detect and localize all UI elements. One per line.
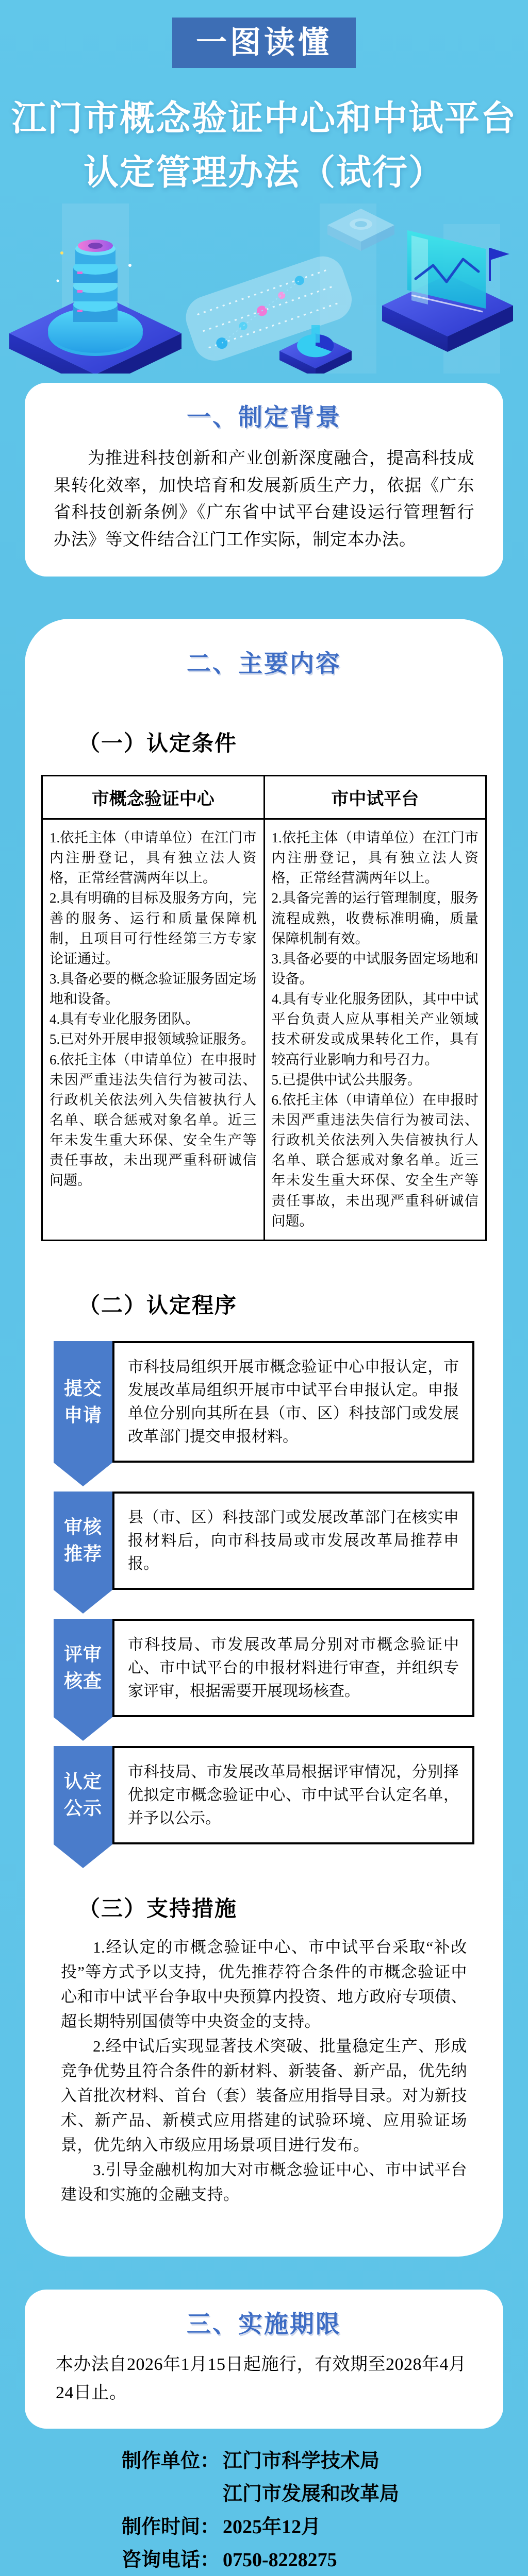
support-heading: （三）支持措施: [78, 1896, 238, 1921]
period-paragraph: 本办法自2026年1月15日起施行，有效期至2028年4月24日止。: [56, 2355, 467, 2402]
tower-icon: [9, 240, 182, 374]
condition-item: 4.具有专业化服务团队。: [50, 1011, 200, 1027]
conditions-heading: （一）认定条件: [78, 731, 238, 755]
procedure-heading: （二）认定程序: [78, 1293, 238, 1317]
condition-item: 1.依托主体（申请单位）在江门市内注册登记，具有独立法人资格，正常经营满两年以上。: [271, 829, 478, 886]
conditions-table-header-row: [42, 775, 486, 819]
condition-item: 5.已对外开展申报领域验证服务。: [50, 1031, 255, 1047]
step-row-review-recommend: [54, 1492, 474, 1590]
step-body: [112, 1746, 474, 1844]
step-body: [112, 1619, 474, 1717]
step-label: 提交申请: [54, 1341, 112, 1463]
background-paragraph: 为推进科技创新和产业创新深度融合，提高科技成果转化效率，加快培育和发展新质生产力，依据《广东省科技创新条例》《广东省中试平台建设运行管理暂行办法》等文件结合江门工作实际，制定本办法。: [54, 449, 474, 550]
footer-line-date: [122, 2517, 528, 2537]
page-title: [0, 92, 528, 200]
procedure-steps: [54, 1341, 474, 1844]
condition-item: 5.已提供中试公共服务。: [271, 1072, 421, 1088]
support-paragraph: 2.经中试后实现显著技术突破、批量稳定生产、形成竞争优势且符合条件的新材料、新装备、新产品，优先纳入首批次材料、首台（套）装备应用指导目录。对为新技术、新产品、新模式应用搭建的试验环境、应用验证场景，优先纳入市级应用场景项目进行发布。: [61, 2037, 467, 2155]
footer-line-maker2: [122, 2484, 528, 2504]
support-paragraph: 1.经认定的市概念验证中心、市中试平台采取“补改投”等方式予以支持，优先推荐符合条件的市概念验证中心和市中试平台争取中央预算内投资、地方政府专项债、超长期特别国债等中央资金的支持。: [61, 1938, 467, 2030]
condition-item: 2.具备完善的运行管理制度，服务流程成熟，收费标准明确，质量保障机制有效。: [271, 890, 478, 946]
footer-label: 咨询电话：: [122, 2549, 220, 2571]
period-heading: 三、实施期限: [187, 2310, 341, 2338]
main-card: [25, 619, 503, 2257]
hero-illustration-svg: [0, 204, 528, 374]
footer-value: 0750-8228275: [223, 2549, 337, 2571]
main-heading: 二、主要内容: [187, 649, 341, 677]
background-card: [25, 383, 503, 577]
support-measures: [61, 1935, 467, 2208]
condition-item: 3.具备必要的中试服务固定场地和设备。: [271, 951, 478, 987]
step-body: [112, 1341, 474, 1463]
step-row-submit: [54, 1341, 474, 1463]
slogan-badge: 一图读懂: [172, 18, 356, 68]
step-body-text: 市科技局、市发展改革局分别对市概念验证中心、市中试平台的申报材料进行审查，并组织专家评审，根据需要开展现场核查。: [128, 1636, 459, 1700]
hero-illustration: [0, 204, 528, 374]
step-body-text: 市科技局、市发展改革局根据评审情况，分别择优拟定市概念验证中心、市中试平台认定名单，并予以公示。: [128, 1763, 459, 1827]
condition-item: 1.依托主体（申请单位）在江门市内注册登记，具有独立法人资格，正常经营满两年以上。: [50, 829, 257, 886]
step-body-text: 市科技局组织开展市概念验证中心申报认定，市发展改革局组织开展市中试平台申报认定。申报单位分别向其所在县（市、区）科技部门或发展改革部门提交申报材料。: [128, 1358, 459, 1445]
page-title-line1: 江门市概念验证中心和中试平台: [11, 99, 517, 138]
footer-label: 制作单位：: [122, 2450, 220, 2472]
footer-label: 制作时间：: [122, 2516, 220, 2538]
conditions-table: [41, 775, 487, 1241]
footer: [0, 2451, 528, 2576]
step-body: [112, 1492, 474, 1590]
condition-item: 2.具有明确的目标及服务方向，完善的服务、运行和质量保障机制，且项目可行性经第三方专家论证通过。: [50, 890, 257, 967]
period-card: [25, 2290, 503, 2429]
footer-line-phone1: [122, 2550, 528, 2570]
background-heading: 一、制定背景: [187, 403, 341, 431]
step-label: 评审核查: [54, 1619, 112, 1717]
header: [0, 0, 528, 200]
step-row-evaluate-verify: [54, 1619, 474, 1717]
step-label: 审核推荐: [54, 1492, 112, 1590]
footer-value: 江门市发展和改革局: [223, 2483, 400, 2505]
condition-item: 4.具有专业化服务团队，其中中试平台负责人应从事相关产业领域技术研发或成果转化工作，具有较高行业影响力和号召力。: [271, 991, 478, 1067]
footer-label: [122, 2484, 223, 2504]
step-body-text: 县（市、区）科技部门或发展改革部门在核实申报材料后，向市科技局或市发展改革局推荐申报。: [128, 1509, 459, 1572]
conditions-table-body-row: [42, 819, 486, 1240]
support-paragraph: 3.引导金融机构加大对市概念验证中心、市中试平台建设和实施的金融支持。: [61, 2161, 467, 2204]
footer-line-maker: [122, 2451, 528, 2471]
col-header-pilot-platform: 市中试平台: [264, 775, 486, 819]
pilot-platform-cell: [264, 819, 486, 1240]
page-title-line2: 认定管理办法（试行）: [83, 153, 444, 193]
step-row-announce: [54, 1746, 474, 1844]
footer-value: 江门市科学技术局: [223, 2450, 380, 2472]
condition-item: 6.依托主体（申请单位）在申报时未因严重违法失信行为被司法、行政机关依法列入失信被执行人名单、联合惩戒对象名单。近三年未发生重大环保、安全生产等责任事故，未出现严重科研诚信问题。: [50, 1052, 257, 1189]
footer-value: 2025年12月: [223, 2516, 321, 2538]
condition-item: 3.具备必要的概念验证服务固定场地和设备。: [50, 971, 257, 1007]
verification-center-cell: [42, 819, 265, 1240]
condition-item: 6.依托主体（申请单位）在申报时未因严重违法失信行为被司法、行政机关依法列入失信被执行人名单、联合惩戒对象名单。近三年未发生重大环保、安全生产等责任事故，未出现严重科研诚信问题。: [271, 1092, 478, 1229]
step-label: 认定公示: [54, 1746, 112, 1844]
col-header-verification-center: 市概念验证中心: [42, 775, 265, 819]
